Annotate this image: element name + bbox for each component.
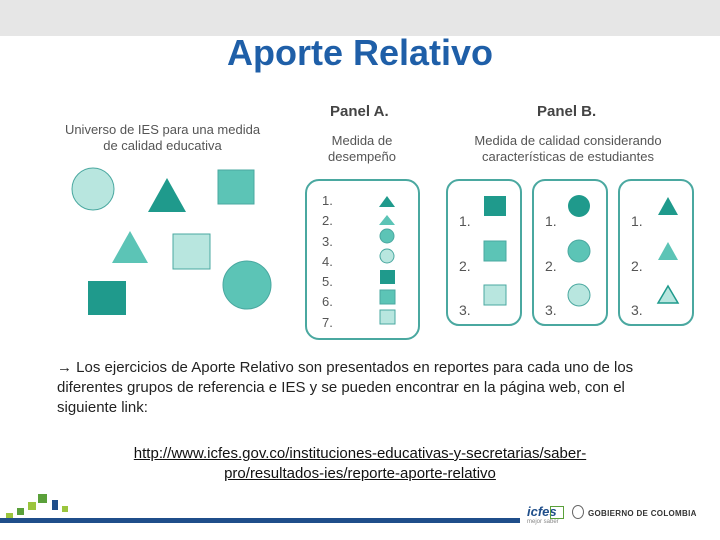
panel-b-numbers-triangles bbox=[631, 199, 643, 333]
universe-triangle-dark bbox=[148, 178, 186, 212]
panel-b-numbers-circles bbox=[545, 199, 557, 333]
panel-a-number-3: 3. bbox=[322, 233, 333, 249]
panel-a-shape-6 bbox=[380, 290, 395, 304]
panel-a-shape-1 bbox=[379, 196, 395, 207]
panel-b-square-1 bbox=[484, 196, 506, 216]
panel-b-triangles-number-2: 2. bbox=[631, 257, 643, 274]
panel-b-circles-number-3: 3. bbox=[545, 302, 557, 318]
check-icon bbox=[550, 506, 564, 519]
footer-block-2 bbox=[17, 508, 24, 515]
panel-b-squares-number-2: 2. bbox=[459, 257, 471, 274]
panel-a-title: Panel A. bbox=[330, 103, 389, 120]
panel-a-number-5: 5. bbox=[322, 274, 333, 290]
panel-b-circles-number-2: 2. bbox=[545, 257, 557, 274]
icfes-logo: icfes bbox=[527, 504, 557, 519]
report-link[interactable] bbox=[90, 444, 630, 484]
panel-b-squares-number-1: 1. bbox=[459, 213, 471, 229]
footer-block-4 bbox=[38, 494, 47, 503]
panel-a-numbers bbox=[322, 191, 333, 333]
panel-a-shape-5 bbox=[380, 270, 395, 284]
panel-b-square-2 bbox=[484, 241, 506, 261]
colombia-seal-icon bbox=[572, 505, 584, 519]
panel-a-number-6: 6. bbox=[322, 294, 333, 310]
panel-b-numbers-squares bbox=[459, 199, 471, 333]
panel-b-circles-number-1: 1. bbox=[545, 213, 557, 229]
panel-a-shape-4 bbox=[380, 249, 394, 263]
footer-block-3 bbox=[28, 502, 36, 510]
panel-b-circle-2 bbox=[568, 240, 590, 262]
panel-b-triangle-2 bbox=[658, 242, 678, 260]
panel-b-square-3 bbox=[484, 285, 506, 305]
icfes-tagline: mejor saber bbox=[527, 519, 559, 525]
panel-a-number-1: 1. bbox=[322, 193, 333, 208]
report-link-line2[interactable]: pro/resultados-ies/reporte-aporte-relativo bbox=[224, 465, 496, 482]
panel-b-subtitle-line2: características de estudiantes bbox=[482, 149, 654, 164]
panel-a-subtitle-line2: desempeño bbox=[328, 149, 396, 164]
panel-a-number-4: 4. bbox=[322, 253, 333, 269]
panel-b-triangle-1 bbox=[658, 197, 678, 215]
body-paragraph: → Los ejercicios de Aporte Relativo son presentados en reportes para cada uno de los diferentes grupos de referencia e IES y se pueden encontrar en la página web, con el siguiente link: bbox=[57, 359, 634, 416]
panel-b-circle-1 bbox=[568, 195, 590, 217]
universe-triangle-mid bbox=[112, 231, 148, 263]
universe-square-mid bbox=[218, 170, 254, 204]
panel-a-shape-7 bbox=[380, 310, 395, 324]
universe-circle-light bbox=[72, 168, 114, 210]
panel-a-number-2: 2. bbox=[322, 213, 333, 229]
panel-b-title: Panel B. bbox=[537, 103, 597, 120]
page-title: Aporte Relativo bbox=[226, 32, 494, 73]
universe-label-text: Universo de IES para una medida de calidad educativa bbox=[64, 122, 261, 153]
footer-bar bbox=[0, 518, 520, 523]
panel-b-subtitle-line1: Medida de calidad considerando bbox=[474, 133, 662, 148]
panel-a-shape-3 bbox=[380, 229, 394, 243]
universe-square-dark bbox=[88, 281, 126, 315]
universe-square-light bbox=[173, 234, 210, 269]
panel-a-subtitle-line1: Medida de bbox=[331, 133, 393, 148]
gobierno-logo: GOBIERNO DE COLOMBIA bbox=[588, 509, 697, 518]
universe-circle-mid bbox=[223, 261, 271, 309]
panel-b-circle-3 bbox=[568, 284, 590, 306]
panel-b-squares-number-3: 3. bbox=[459, 302, 471, 318]
panel-a-number-7: 7. bbox=[322, 314, 333, 330]
report-link-line1[interactable]: http://www.icfes.gov.co/instituciones-educativas-y-secretarias/saber- bbox=[133, 445, 587, 462]
footer-block-5 bbox=[52, 500, 58, 510]
panel-a-shape-2 bbox=[379, 215, 395, 225]
panel-b-triangles-number-1: 1. bbox=[631, 213, 643, 229]
panel-b-triangle-3 bbox=[658, 286, 678, 303]
footer-block-6 bbox=[62, 506, 68, 512]
panel-b-triangles-number-3: 3. bbox=[631, 302, 643, 318]
